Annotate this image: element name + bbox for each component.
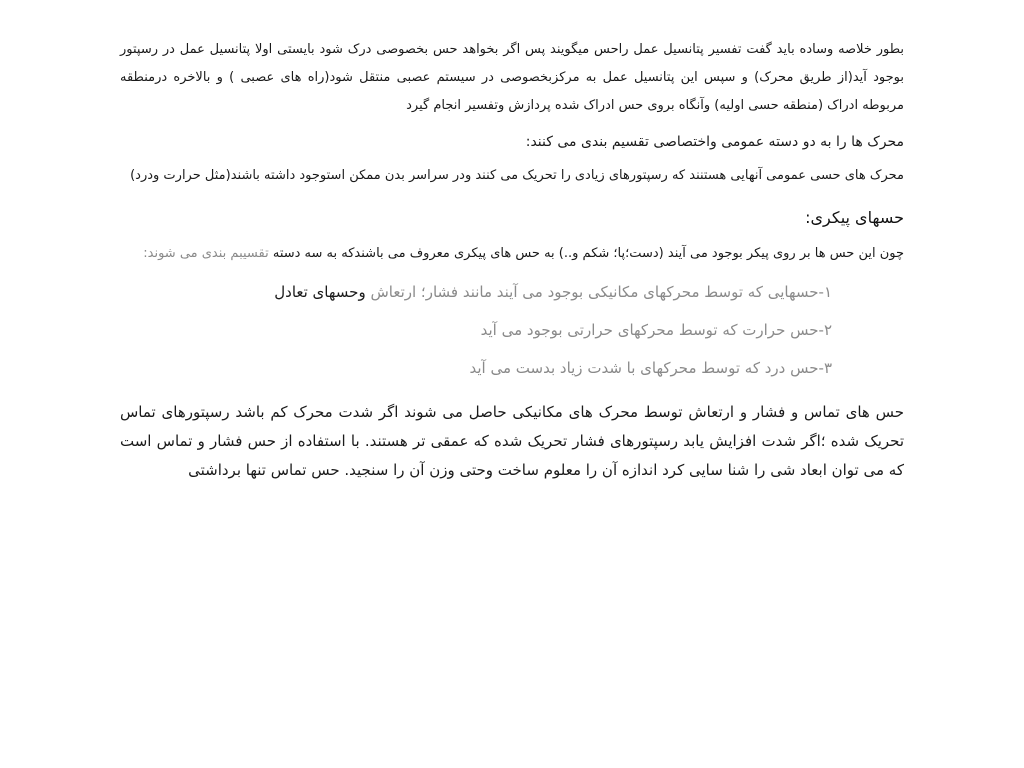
somatic-senses-list (120, 276, 904, 384)
list-item (120, 314, 832, 346)
intro-paragraph: بطور خلاصه وساده باید گفت تفسیر پتانسیل عمل راحس میگویند پس اگر بخواهد حس بخصوصی درک شود بایستی اولا پتانسیل عمل در رسپتور بوجود آید(از طریق محرک) و سپس این پتانسیل عمل به مرکزبخصوصی در سیستم عصبی منتقل شود(راه های عصبی ) و بالاخره درمنطقه مربوطه ادراک (منطقه حسی اولیه) وآنگاه بروی حس ادراک شده پردازش وتفسیر انجام گیرد (120, 42, 904, 113)
somatic-text-part1: چون این حس ها بر روی پیکر بوجود می آیند (دست؛پا؛ شکم و..) به حس های پیکری معروف می باشندکه به سه (300, 246, 904, 261)
general-stimuli-paragraph: محرک های حسی عمومی آنهایی هستنند که رسپتورهای زیادی را تحریک می کنند ودر سراسر بدن ممکن استوجود داشته باشند(مثل حرارت ودرد) (130, 168, 904, 183)
list-item (120, 276, 832, 308)
stimuli-categories-paragraph: محرک ها را به دو دسته عمومی واختصاصی تقسیم بندی می کنند: (525, 134, 904, 150)
list-item-1-dark: وحسهای تعادل (274, 283, 366, 301)
somatic-text-part3: تقسیبم بندی می شوند: (143, 246, 273, 261)
somatic-senses-paragraph (120, 240, 904, 268)
somatic-senses-heading: حسهای پیکری: (805, 208, 904, 227)
list-item-2: ۲-حس حرارت که توسط محرکهای حرارتی بوجود می آید (480, 321, 832, 339)
document-page (120, 36, 904, 485)
list-item (120, 352, 832, 384)
somatic-text-part2: دسته (272, 246, 301, 261)
list-item-3: ۳-حس درد که توسط محرکهای با شدت زیاد بدست می آید (469, 359, 832, 377)
list-item-1-grey: ۱-حسهایی که توسط محرکهای مکانیکی بوجود می آیند مانند فشار؛ ارتعاش (365, 283, 832, 301)
touch-pressure-paragraph: حس های تماس و فشار و ارتعاش توسط محرک های مکانیکی حاصل می شوند اگر شدت محرک کم باشد رسپتورهای تماس تحریک شده ؛اگر شدت افزایش یابد رسپتورهای فشار تحریک شده که عمقی تر هستند. با استفاده از حس فشار و تماس است که می توان ابعاد شی را شنا سایی کرد اندازه آن را معلوم ساخت وحتی وزن آن را سنجید. حس تماس تنها برداشتی (120, 403, 904, 479)
